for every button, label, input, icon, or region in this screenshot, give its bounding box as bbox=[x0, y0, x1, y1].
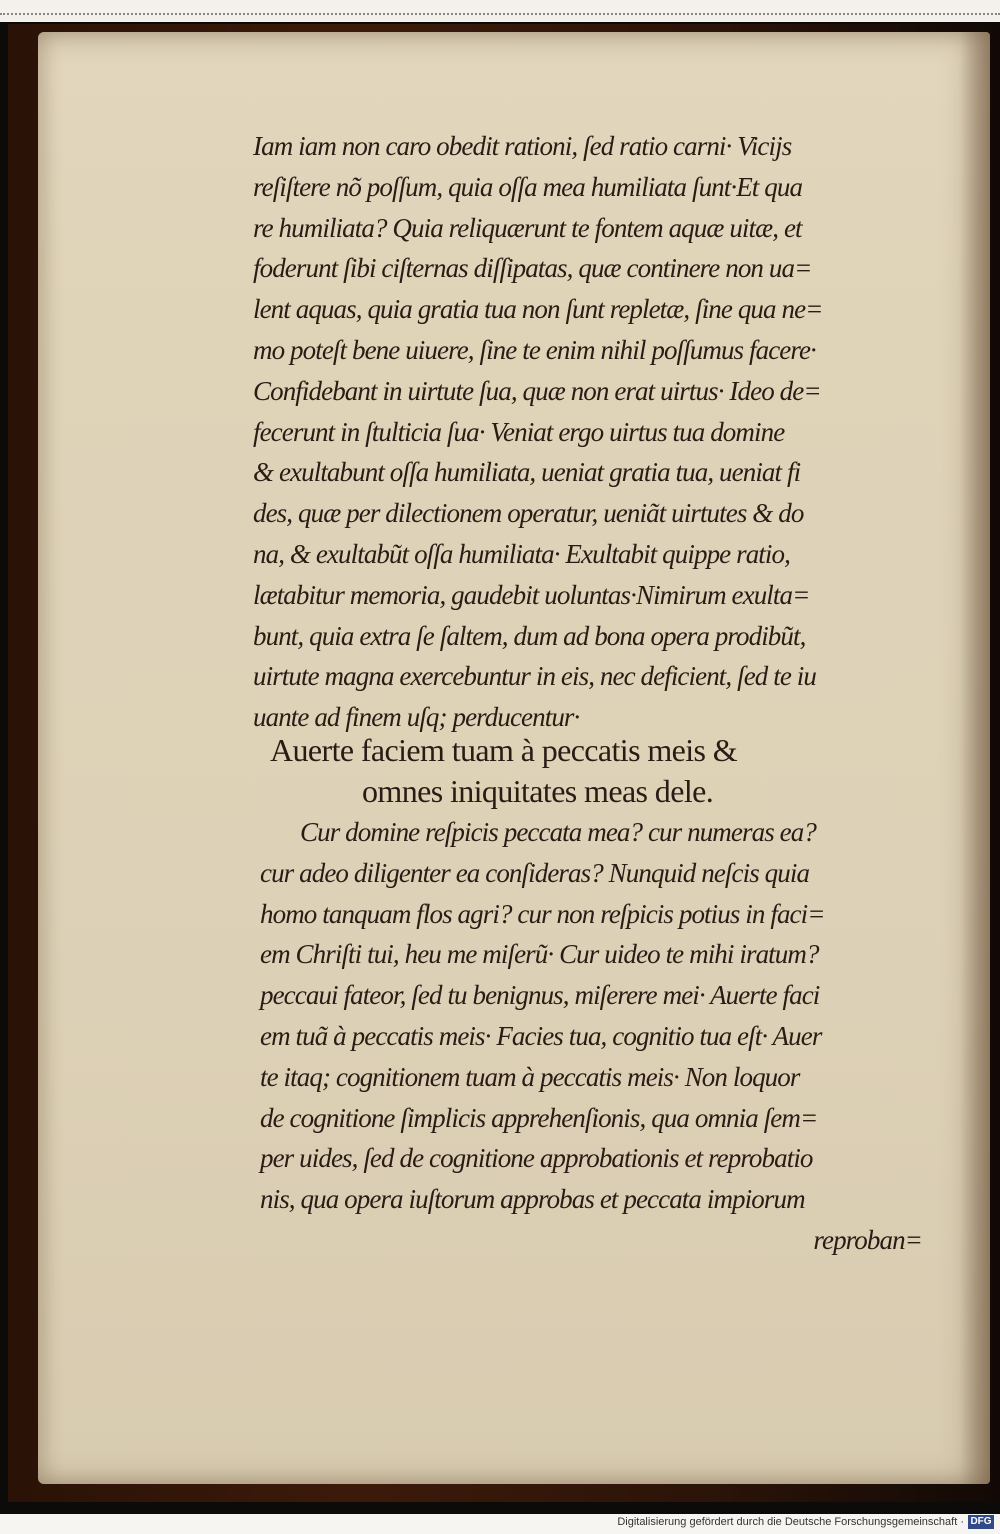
text-line: em tuã à peccatis meis· Facies tua, cognitio tua eſt· Auer bbox=[260, 1020, 822, 1051]
text-line: uante ad finem uſq; perducentur· bbox=[253, 702, 580, 733]
text-line: peccaui fateor, ſed tu benignus, miſerere mei· Auerte faci bbox=[260, 980, 820, 1011]
text-line: em Chriſti tui, heu me miſerũ· Cur uideo te mihi iratum? bbox=[260, 939, 819, 970]
text-block-bottom bbox=[260, 812, 922, 1261]
catchword: reproban= bbox=[813, 1224, 922, 1255]
text-line: Confidebant in uirtute ſua, quæ non erat uirtus· Ideo de= bbox=[253, 375, 821, 406]
text-block-top bbox=[253, 126, 923, 738]
footer-credit-text: Digitalisierung gefördert durch die Deutsche Forschungsgemeinschaft · bbox=[617, 1516, 964, 1528]
text-line: te itaq; cognitionem tuam à peccatis meis· Non loquor bbox=[260, 1061, 800, 1092]
text-line: & exultabunt oſſa humiliata, ueniat gratia tua, ueniat fi bbox=[253, 457, 801, 488]
dfg-logo-icon: DFG bbox=[968, 1515, 994, 1529]
text-line: re humiliata? Quia reliquærunt te fontem aquæ uitæ, et bbox=[253, 212, 802, 243]
text-line: mo poteſt bene uiuere, ſine te enim nihil poſſumus facere· bbox=[253, 334, 816, 365]
text-line: uirtute magna exercebuntur in eis, nec deficient, ſed te iu bbox=[253, 661, 816, 692]
scan-top-strip bbox=[0, 0, 1000, 22]
text-line: Cur domine reſpicis peccata mea? cur numeras ea? bbox=[300, 817, 816, 847]
text-line: cur adeo diligenter ea conſideras? Nunquid neſcis quia bbox=[260, 857, 810, 888]
text-line: lætabitur memoria, gaudebit uoluntas·Nimirum exulta= bbox=[253, 579, 810, 610]
text-line: per uides, ſed de cognitione approbationis et reprobatio bbox=[260, 1143, 813, 1174]
text-line: lent aquas, quia gratia tua non ſunt repletæ, ſine qua ne= bbox=[253, 294, 823, 325]
text-line: bunt, quia extra ſe ſaltem, dum ad bona opera prodibũt, bbox=[253, 620, 806, 651]
text-line: Iam iam non caro obedit rationi, ſed ratio carni· Vicijs bbox=[253, 131, 792, 161]
text-line: na, & exultabũt oſſa humiliata· Exultabit quippe ratio, bbox=[253, 538, 790, 569]
page-fold-shadow bbox=[960, 32, 990, 1484]
section-heading-line-2: omnes iniquitates meas dele. bbox=[362, 773, 714, 809]
text-line: fecerunt in ſtulticia ſua· Veniat ergo uirtus tua domine bbox=[253, 416, 785, 447]
text-line: reſiſtere nõ poſſum, quia oſſa mea humiliata ſunt·Et qua bbox=[253, 171, 803, 202]
text-line: foderunt ſibi ciſternas diſſipatas, quæ continere non ua= bbox=[253, 253, 812, 284]
dotted-rule bbox=[0, 13, 1000, 15]
section-heading-line-1: Auerte faciem tuam à peccatis meis & bbox=[270, 732, 738, 768]
text-line: des, quæ per dilectionem operatur, ueniãt uirtutes & do bbox=[253, 498, 804, 529]
text-line: nis, qua opera iuſtorum approbas et peccata impiorum bbox=[260, 1184, 805, 1215]
text-line: de cognitione ſimplicis apprehenſionis, qua omnia ſem= bbox=[260, 1102, 818, 1133]
text-line: homo tanquam flos agri? cur non reſpicis potius in faci= bbox=[260, 898, 825, 929]
